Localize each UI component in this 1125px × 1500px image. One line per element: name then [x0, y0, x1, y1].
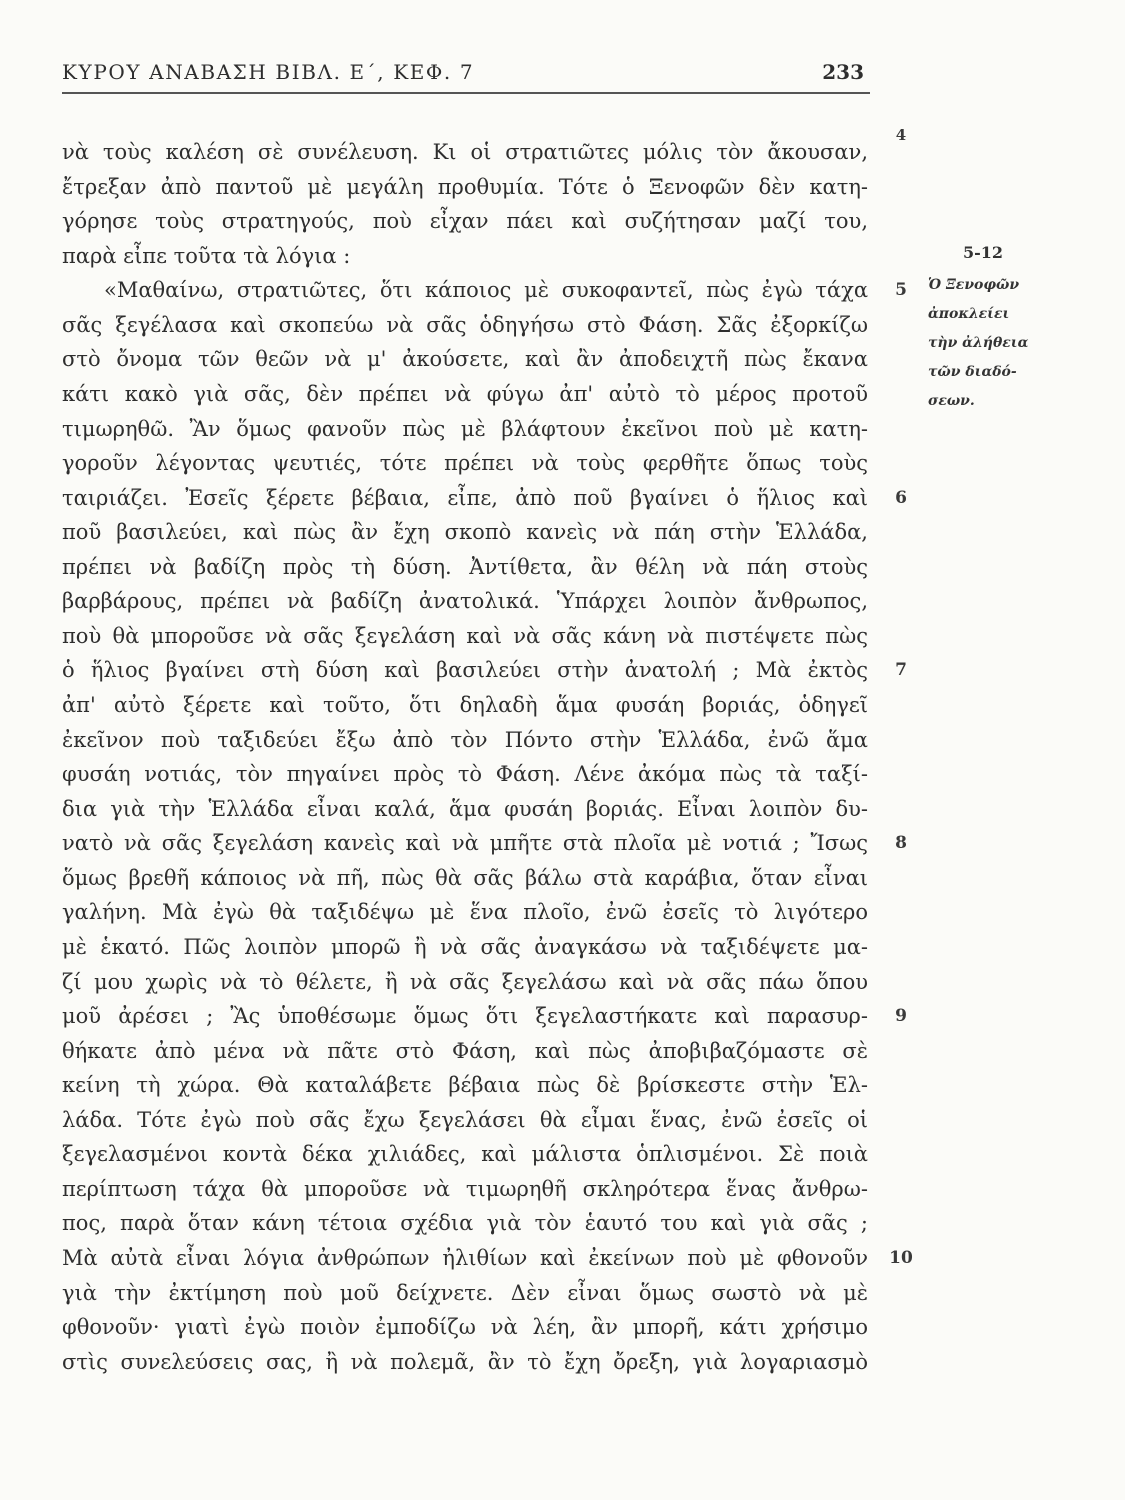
text-line [62, 584, 868, 619]
line-text: θήκατε ἀπὸ μένα νὰ πᾶτε στὸ Φάση, καὶ πὼς ἀποβιβαζόμαστε σὲ [62, 1038, 868, 1063]
margin-line-number: 4 [895, 126, 907, 144]
line-text: Μὰ αὐτὰ εἶναι λόγια ἀνθρώπων ἠλιθίων καὶ ἐκείνων ποὺ μὲ φθονοῦν [62, 1246, 868, 1270]
text-line [62, 1241, 913, 1276]
text-line [62, 273, 907, 308]
line-text: πρέπει νὰ βαδίζη πρὸς τὴ δύση. Ἀντίθετα, ἂν θέλη νὰ πάη στοὺς [62, 554, 868, 579]
line-text: κείνη τὴ χώρα. Θὰ καταλάβετε βέβαια πὼς δὲ βρίσκεστε στὴν Ἑλ- [62, 1073, 868, 1098]
text-line [62, 1034, 868, 1069]
line-text: σᾶς ξεγέλασα καὶ σκοπεύω νὰ σᾶς ὁδηγήσω στὸ Φάση. Σᾶς ἐξορκίζω [62, 312, 868, 337]
text-line [62, 412, 868, 447]
side-note-line: τῶν διαδό- [928, 364, 1017, 380]
side-note-line: τὴν ἀλήθεια [928, 335, 1029, 351]
page-number: 233 [822, 60, 864, 84]
line-text: δια γιὰ τὴν Ἑλλάδα εἶναι καλά, ἅμα φυσάη βοριάς. Εἶναι λοιπὸν δυ- [62, 796, 868, 821]
text-line [62, 1103, 868, 1138]
line-text: ἐκεῖνον ποὺ ταξιδεύει ἔξω ἀπὸ τὸν Πόντο στὴν Ἑλλάδα, ἐνῶ ἅμα [62, 727, 868, 752]
side-note-line: σεων. [928, 393, 975, 409]
margin-line-number: 5 [895, 280, 907, 301]
line-text: κάτι κακὸ γιὰ σᾶς, δὲν πρέπει νὰ φύγω ἀπ' αὐτὸ τὸ μέρος προτοῦ [62, 381, 868, 406]
text-line [62, 204, 868, 239]
line-text: τιμωρηθῶ. Ἂν ὅμως φανοῦν πὼς μὲ βλάφτουν ἐκεῖνοι ποὺ μὲ κατη- [62, 416, 868, 441]
margin-line-number: 9 [895, 1006, 907, 1027]
line-text: ζί μου χωρὶς νὰ τὸ θέλετε, ἢ νὰ σᾶς ξεγελάσω καὶ νὰ σᾶς πάω ὅπου [62, 969, 868, 994]
line-text: ξεγελασμένοι κοντὰ δέκα χιλιάδες, καὶ μάλιστα ὁπλισμένοι. Σὲ ποιὰ [62, 1142, 868, 1167]
text-line [62, 1068, 868, 1103]
line-text: γόρησε τοὺς στρατηγούς, ποὺ εἶχαν πάει καὶ συζήτησαν μαζί του, [62, 209, 868, 234]
text-line [62, 930, 868, 965]
text-line [62, 550, 868, 585]
text-line [62, 126, 907, 170]
line-text: φυσάη νοτιάς, τὸν πηγαίνει πρὸς τὸ Φάση. Λένε ἀκόμα πὼς τὰ ταξί- [62, 762, 868, 787]
text-line [62, 342, 868, 377]
header-rule [62, 92, 870, 94]
line-text: ὅμως βρεθῆ κάποιος νὰ πῆ, πὼς θὰ σᾶς βάλω στὰ καράβια, ὅταν εἶναι [62, 865, 868, 890]
line-text: γοροῦν λέγοντας ψευτιές, τότε πρέπει νὰ τοὺς φερθῆτε ὅπως τοὺς [62, 451, 868, 476]
running-title: ΚΥΡΟΥ ΑΝΑΒΑΣΗ ΒΙΒΛ. Ε΄, ΚΕΦ. 7 [62, 60, 475, 84]
text-line [62, 1276, 868, 1311]
text-line [62, 170, 868, 205]
text-line [62, 999, 907, 1034]
margin-line-number: 10 [889, 1248, 913, 1268]
text-line [62, 446, 868, 481]
line-text: μοῦ ἀρέσει ; Ἂς ὑποθέσωμε ὅμως ὅτι ξεγελαστήκατε καὶ παρασυρ- [62, 1004, 868, 1029]
margin-line-number: 7 [895, 660, 907, 681]
line-text: νὰ τοὺς καλέση σὲ συνέλευση. Κι οἱ στρατιῶτες μόλις τὸν ἄκουσαν, [62, 140, 868, 164]
line-text: στὶς συνελεύσεις σας, ἢ νὰ πολεμᾶ, ἂν τὸ ἔχη ὄρεξη, γιὰ λογαριασμὸ [62, 1349, 868, 1374]
line-text: «Μαθαίνω, στρατιῶτες, ὅτι κάποιος μὲ συκοφαντεῖ, πὼς ἐγὼ τάχα [104, 278, 868, 303]
line-text: πος, παρὰ ὅταν κάνη τέτοια σχέδια γιὰ τὸν ἑαυτό του καὶ γιὰ σᾶς ; [62, 1211, 868, 1236]
text-line [62, 619, 868, 654]
line-text: λάδα. Τότε ἐγὼ ποὺ σᾶς ἔχω ξεγελάσει θὰ εἶμαι ἕνας, ἐνῶ ἐσεῖς οἱ [62, 1107, 868, 1132]
text-line [62, 308, 868, 343]
side-note-range: 5-12 [962, 243, 1004, 262]
text-line [62, 1310, 868, 1345]
line-text: γιὰ τὴν ἐκτίμηση ποὺ μοῦ δείχνετε. Δὲν εἶναι ὅμως σωστὸ νὰ μὲ [62, 1280, 868, 1305]
text-line [62, 1137, 868, 1172]
text-line [62, 1206, 868, 1241]
line-text: παρὰ εἶπε τοῦτα τὰ λόγια : [62, 243, 351, 268]
text-line [62, 792, 868, 827]
line-text: νατὸ νὰ σᾶς ξεγελάση κανεὶς καὶ νὰ μπῆτε στὰ πλοῖα μὲ νοτιά ; Ἴσως [62, 831, 868, 856]
line-text: ταιριάζει. Ἐσεῖς ξέρετε βέβαια, εἶπε, ἀπὸ ποῦ βγαίνει ὁ ἥλιος καὶ [62, 485, 868, 510]
body-text [62, 126, 913, 1379]
side-note-line: Ὁ Ξενοφῶν [928, 277, 1020, 293]
line-text: στὸ ὄνομα τῶν θεῶν νὰ μ' ἀκούσετε, καὶ ἂν ἀποδειχτῆ πὼς ἔκανα [62, 347, 868, 372]
text-line [62, 377, 868, 412]
text-line [62, 481, 907, 516]
text-line [62, 965, 868, 1000]
line-text: περίπτωση τάχα θὰ μποροῦσε νὰ τιμωρηθῆ σκληρότερα ἕνας ἄνθρω- [62, 1176, 868, 1201]
line-text: ποὺ θὰ μποροῦσε νὰ σᾶς ξεγελάση καὶ νὰ σᾶς κάνη νὰ πιστέψετε πὼς [62, 623, 868, 648]
line-text: φθονοῦν· γιατὶ ἐγὼ ποιὸν ἐμποδίζω νὰ λέη, ἂν μπορῆ, κάτι χρήσιμο [62, 1315, 868, 1340]
text-line [62, 861, 868, 896]
text-line [62, 826, 907, 861]
text-line [62, 1345, 868, 1380]
text-line [62, 1172, 868, 1207]
side-note [928, 238, 1038, 416]
text-line [62, 653, 907, 688]
margin-line-number: 8 [895, 833, 907, 854]
line-text: βαρβάρους, πρέπει νὰ βαδίζη ἀνατολικά. Ὑπάρχει λοιπὸν ἄνθρωπος, [62, 589, 868, 614]
line-text: ἀπ' αὐτὸ ξέρετε καὶ τοῦτο, ὅτι δηλαδὴ ἅμα φυσάη βοριάς, ὁδηγεῖ [62, 693, 868, 717]
side-note-line: ἀποκλείει [928, 306, 1010, 322]
line-text: ὁ ἥλιος βγαίνει στὴ δύση καὶ βασιλεύει στὴν ἀνατολή ; Μὰ ἐκτὸς [62, 658, 868, 683]
text-line [62, 239, 868, 274]
text-line [62, 757, 868, 792]
text-line [62, 723, 868, 758]
line-text: ποῦ βασιλεύει, καὶ πὼς ἂν ἔχη σκοπὸ κανεὶς νὰ πάη στὴν Ἑλλάδα, [62, 520, 868, 545]
text-line [62, 515, 868, 550]
line-text: μὲ ἑκατό. Πῶς λοιπὸν μπορῶ ἢ νὰ σᾶς ἀναγκάσω νὰ ταξιδέψετε μα- [62, 934, 868, 959]
line-text: ἔτρεξαν ἀπὸ παντοῦ μὲ μεγάλη προθυμία. Τότε ὁ Ξενοφῶν δὲν κατη- [62, 174, 868, 199]
text-line [62, 895, 868, 930]
margin-line-number: 6 [895, 487, 907, 508]
text-line [62, 688, 868, 723]
line-text: γαλήνη. Μὰ ἐγὼ θὰ ταξιδέψω μὲ ἕνα πλοῖο, ἐνῶ ἐσεῖς τὸ λιγότερο [62, 900, 868, 925]
